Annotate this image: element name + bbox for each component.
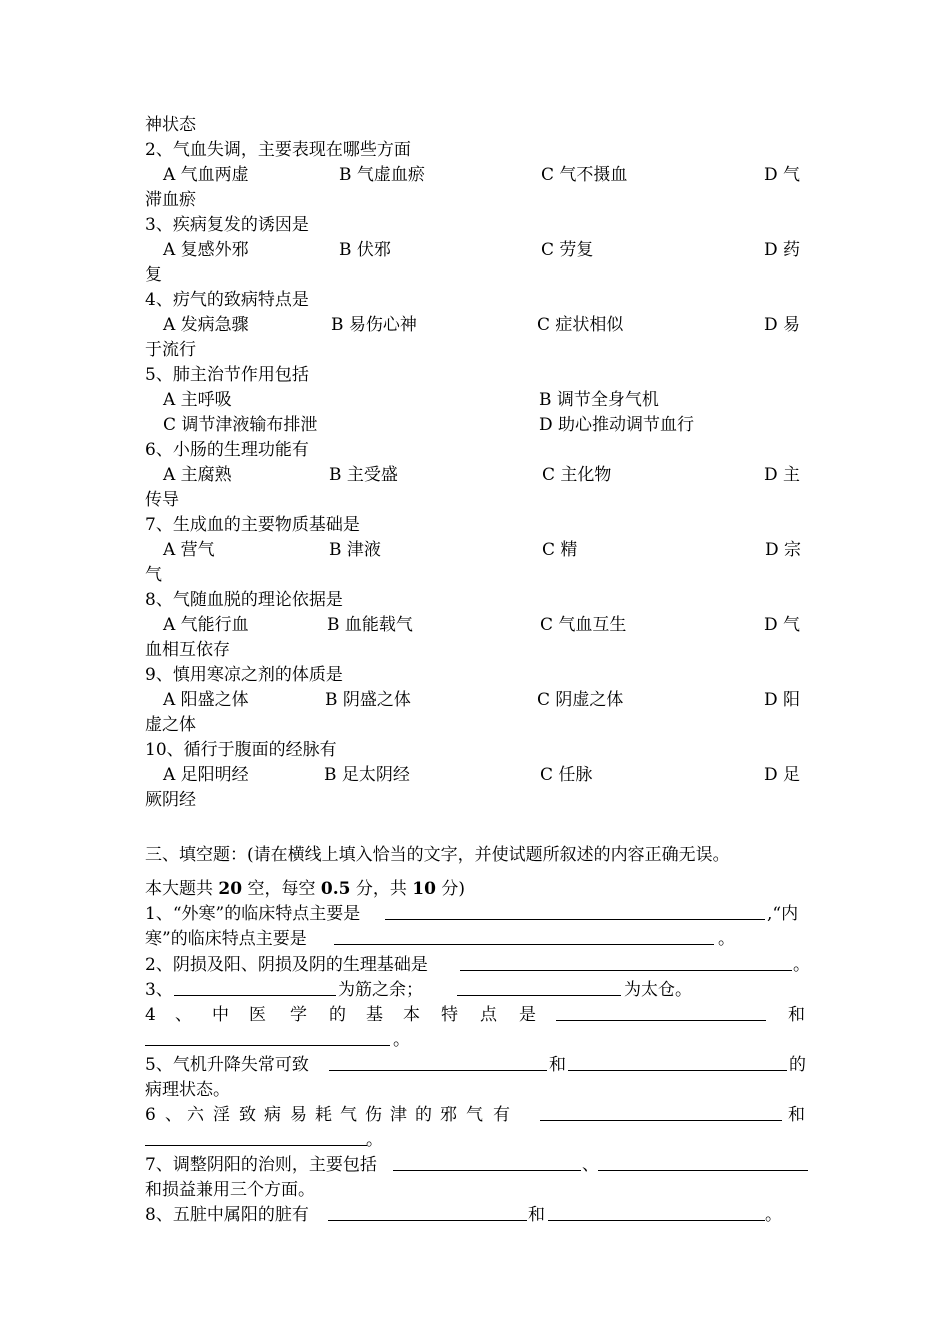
answer-blank[interactable] — [556, 1003, 766, 1029]
section-scoring-note: 本大题共 20 空，每空 0.5 分，共 10 分) — [145, 879, 465, 899]
answer-blank[interactable] — [329, 1053, 547, 1079]
option-c: C 症状相似 — [537, 315, 624, 335]
option-a: A 营气 — [163, 540, 215, 560]
option-b: B 调节全身气机 — [539, 390, 659, 410]
option-d: D 阳 — [764, 690, 801, 710]
answer-blank[interactable] — [457, 978, 621, 1004]
answer-blank[interactable] — [145, 1028, 390, 1054]
option-a: A 主腐熟 — [163, 465, 232, 485]
option-d-continued: 复 — [145, 265, 162, 285]
question-stem: 8、气随血脱的理论依据是 — [145, 590, 343, 610]
option-d: D 易 — [764, 315, 801, 335]
option-d-continued: 血相互依存 — [145, 640, 230, 660]
section-heading: 三、填空题：(请在横线上填入恰当的文字，并使试题所叙述的内容正确无误。 — [145, 845, 730, 865]
option-d: D 助心推动调节血行 — [539, 415, 695, 435]
answer-blank[interactable] — [598, 1153, 808, 1179]
option-d: D 气 — [764, 165, 801, 185]
question-stem: 3、疾病复发的诱因是 — [145, 215, 309, 235]
option-d: D 宗 — [765, 540, 802, 560]
option-d-continued: 于流行 — [145, 340, 196, 360]
option-c: C 精 — [542, 540, 578, 560]
option-c: C 气不摄血 — [541, 165, 628, 185]
question-stem: 7、生成血的主要物质基础是 — [145, 515, 360, 535]
option-c: C 劳复 — [541, 240, 594, 260]
option-a: A 发病急骤 — [163, 315, 249, 335]
answer-blank[interactable] — [460, 953, 792, 979]
option-a: A 复感外邪 — [163, 240, 249, 260]
question-stem: 5、肺主治节作用包括 — [145, 365, 309, 385]
option-a: A 气血两虚 — [163, 165, 249, 185]
option-b: B 易伤心神 — [331, 315, 417, 335]
option-c: C 调节津液输布排泄 — [163, 415, 318, 435]
option-d: D 气 — [764, 615, 801, 635]
option-b: B 血能载气 — [327, 615, 413, 635]
option-a: A 足阳明经 — [163, 765, 249, 785]
option-b: B 津液 — [329, 540, 381, 560]
option-d: D 药 — [764, 240, 801, 260]
option-b: B 伏邪 — [339, 240, 391, 260]
option-b: B 足太阴经 — [324, 765, 410, 785]
option-c: C 任脉 — [540, 765, 593, 785]
answer-blank[interactable] — [334, 927, 714, 953]
answer-blank[interactable] — [328, 1203, 527, 1229]
question-stem: 10、循行于腹面的经脉有 — [145, 740, 337, 760]
continuation-line: 神状态 — [145, 115, 196, 135]
question-stem: 4、疠气的致病特点是 — [145, 290, 309, 310]
option-c: C 阴虚之体 — [537, 690, 624, 710]
answer-blank[interactable] — [568, 1053, 787, 1079]
option-d-continued: 传导 — [145, 490, 179, 510]
option-a: A 阳盛之体 — [163, 690, 249, 710]
option-d-continued: 厥阴经 — [145, 790, 196, 810]
option-d-continued: 滞血瘀 — [145, 190, 196, 210]
answer-blank[interactable] — [145, 1128, 367, 1154]
answer-blank[interactable] — [174, 978, 336, 1004]
option-a: A 主呼吸 — [163, 390, 232, 410]
option-d: D 主 — [764, 465, 801, 485]
answer-blank[interactable] — [393, 1153, 581, 1179]
answer-blank[interactable] — [385, 902, 765, 928]
answer-blank[interactable] — [540, 1103, 782, 1129]
option-c: C 主化物 — [542, 465, 612, 485]
option-b: B 主受盛 — [329, 465, 398, 485]
option-a: A 气能行血 — [163, 615, 249, 635]
option-d-continued: 虚之体 — [145, 715, 196, 735]
question-stem: 6、小肠的生理功能有 — [145, 440, 309, 460]
option-d: D 足 — [764, 765, 801, 785]
question-stem: 9、慎用寒凉之剂的体质是 — [145, 665, 343, 685]
answer-blank[interactable] — [548, 1203, 765, 1229]
option-d-continued: 气 — [145, 565, 162, 585]
option-c: C 气血互生 — [540, 615, 627, 635]
option-b: B 阴盛之体 — [325, 690, 411, 710]
exam-page: 神状态 2、气血失调，主要表现在哪些方面 A 气血两虚 B 气虚血瘀 C 气不摄血 D 气 滞血瘀 3、疾病复发的诱因是 A 复感外邪 B 伏邪 C 劳复 D 药 复 4、疠气的致病特点是 A 发病急骤 B 易伤心神 C 症状相似 D 易 于流行 5、肺主治节作用包括 A 主呼吸 B 调节全身气机 C 调节津液输布排泄 D 助心推动调节血行 6、小肠的生理功能有 A 主腐熟 B 主受盛 C 主化物 D 主 传导 7、生成血的主要物质基础是 A 营气 B 津液 C 精 D 宗 气 8、气随血脱的理论依据是 A 气能行血 B 血能载气 C 气血互生 D 气 血相互依存 9、慎用寒凉之剂的体质是 A 阳盛之体 B 阴盛之体 C 阴虚之体 D 阳 虚之体 10、循行于腹面的经脉有 A 足阳明经 B 足太阴经 C 任脉 D 足 厥阴经 三、填空题：(请在横线上填入恰当的文字，并使试题所叙述的内容正确无误。 本大题共 20 空，每空 0.5 分，共 10 分) 1、“外寒”的临床特点主要是 ,“内 寒”的临床特点主要是 。 2、阴损及阳、阴损及阴的生理基础是 。 3、 为筋之余； 为太仓。 4 、 中 医 学 的 基 本 特 点 是 和 。 5、气机升降失常可致 和 的 病理状态。 6 、 六 淫 致 病 易 耗 气 伤 津 的 邪 气 有 和 。 7、调整阴阳的治则，主要包括 、 和损益兼用三个方面。 8、五脏中属阳的脏有 和 。 — [0, 0, 950, 1344]
question-stem: 2、气血失调，主要表现在哪些方面 — [145, 140, 411, 160]
option-b: B 气虚血瘀 — [339, 165, 425, 185]
